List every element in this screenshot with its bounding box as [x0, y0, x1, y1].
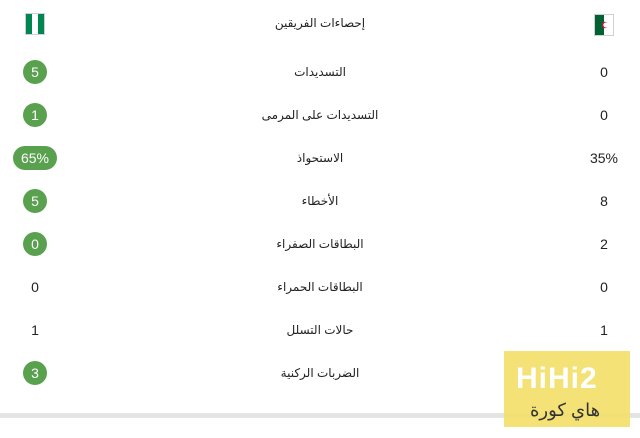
stats-header [0, 8, 640, 38]
home-value-badge: 0 [23, 232, 47, 256]
stat-row-yellow-cards [0, 229, 640, 259]
stat-label: الأخطاء [301, 194, 339, 208]
stat-row-possession [0, 143, 640, 173]
home-value-badge: 5 [23, 189, 47, 213]
home-value-badge: 5 [23, 60, 47, 84]
away-value: 0 [600, 64, 608, 80]
watermark-logo: HiHi2 [516, 362, 598, 395]
stat-row-fouls [0, 186, 640, 216]
away-value: 0 [600, 107, 608, 123]
stat-row-shots [0, 57, 640, 87]
stat-label: التسديدات [294, 65, 346, 79]
away-value: 35% [589, 150, 619, 166]
away-value: 8 [600, 193, 608, 209]
home-value-badge: 65% [13, 146, 57, 170]
home-value-badge: 3 [23, 361, 47, 385]
stats-title: إحصاءات الفريقين [274, 16, 366, 30]
stat-label: التسديدات على المرمى [261, 108, 379, 122]
stat-label: الاستحواذ [296, 151, 344, 165]
away-value: 1 [600, 322, 608, 338]
home-value-badge: 1 [23, 103, 47, 127]
stat-label: حالات التسلل [286, 323, 354, 337]
stat-label: الضربات الركنية [280, 366, 360, 380]
stat-label: البطاقات الحمراء [277, 280, 363, 294]
stat-row-shots-on-target [0, 100, 640, 130]
site-watermark [504, 351, 630, 427]
home-value: 0 [31, 279, 39, 295]
algeria-flag-icon [594, 14, 614, 36]
stat-row-offsides [0, 315, 640, 345]
away-value: 0 [600, 279, 608, 295]
away-value: 2 [600, 236, 608, 252]
stat-row-red-cards [0, 272, 640, 302]
watermark-subtitle: هاي كورة [530, 400, 601, 420]
home-value: 1 [31, 322, 39, 338]
stat-label: البطاقات الصفراء [276, 237, 364, 251]
